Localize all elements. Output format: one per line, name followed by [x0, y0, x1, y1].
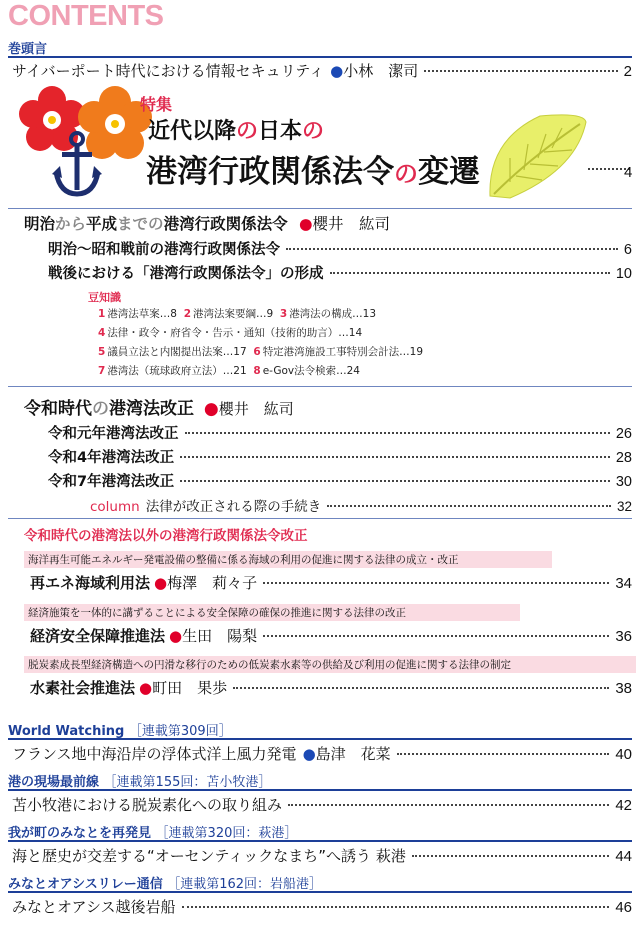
feature-title-part: の	[236, 118, 259, 144]
page-number: 28	[615, 450, 632, 466]
section-author: 櫻井 紘司	[312, 215, 391, 233]
bullet-icon: ●	[169, 627, 183, 645]
page-number: 26	[615, 426, 632, 442]
toc-entry[interactable]	[48, 422, 632, 443]
mame-text: 議員立法と内閣提出法案…17	[107, 346, 247, 358]
heading-part: から	[55, 215, 87, 233]
anchor-icon	[52, 130, 102, 200]
toc-entry-kantogen[interactable]	[12, 60, 632, 81]
mame-label: 豆知識	[88, 291, 121, 304]
toc-entry[interactable]	[30, 677, 632, 698]
mame-number: 6	[253, 346, 261, 358]
series-label	[8, 771, 271, 790]
divider	[8, 518, 632, 519]
page-number: 42	[615, 797, 632, 814]
leader-dots	[330, 272, 610, 274]
toc-entry[interactable]	[30, 572, 632, 593]
mame-item[interactable]	[98, 365, 247, 377]
leaf-icon	[480, 110, 590, 206]
entry-author: 小林 潔司	[343, 62, 419, 80]
entry-author: 梅澤 莉々子	[167, 574, 258, 592]
toc-entry[interactable]	[30, 625, 632, 646]
toc-entry-column[interactable]	[90, 495, 632, 515]
divider	[8, 789, 632, 791]
mame-number: 4	[98, 327, 106, 339]
feature-badge: 特集	[140, 95, 173, 114]
entry-title: 水素社会推進法	[30, 679, 136, 697]
entry-title: フランス地中海沿岸の浮体式洋上風力発電	[12, 745, 297, 763]
mame-item[interactable]	[98, 308, 177, 320]
series-label	[8, 720, 232, 739]
toc-entry[interactable]	[12, 794, 632, 815]
series-name: 我が町のみなとを再発見	[8, 826, 152, 841]
mame-text: 港湾法（琉球政府立法）…21	[107, 365, 247, 377]
bullet-icon: ●	[154, 574, 168, 592]
leader-dots	[180, 480, 610, 482]
mame-number: 8	[253, 365, 261, 377]
mame-row	[98, 344, 423, 359]
entry-title: 海と歴史が交差する“オーセンティックなまち”へ誘う 萩港	[12, 847, 406, 865]
entry-title: みなとオアシス越後岩船	[12, 898, 176, 916]
toc-entry[interactable]	[12, 743, 632, 764]
mame-number: 1	[98, 308, 106, 320]
series-sub: ［連載第162回：岩船港］	[167, 877, 323, 892]
feature-title-part: 変遷	[418, 154, 480, 190]
mame-row	[98, 306, 376, 321]
leader-dots	[286, 248, 618, 250]
mame-item[interactable]	[253, 346, 423, 358]
entry-title: 苫小牧港における脱炭素化への取り組み	[12, 796, 283, 814]
entry-title: 令和元年港湾法改正	[48, 426, 179, 442]
mame-item[interactable]	[280, 308, 376, 320]
page-number: 36	[615, 628, 632, 645]
series-label	[8, 873, 322, 892]
feature-title-line2	[146, 146, 480, 191]
page-number: 38	[615, 680, 632, 697]
section-author: 櫻井 紘司	[218, 400, 294, 418]
mame-text: 港湾法草案…8	[107, 308, 177, 320]
page-number: 32	[616, 499, 632, 514]
section-heading-reiwa[interactable]	[24, 394, 294, 419]
heading-part: 港湾法改正	[109, 399, 194, 419]
law-caption: 海洋再生可能エネルギー発電設備の整備に係る海域の利用の促進に関する法律の成立・改正	[24, 551, 552, 568]
law-caption: 脱炭素成長型経済構造への円滑な移行のための低炭素水素等の供給及び利用の促進に関する法律の制定	[24, 656, 636, 673]
toc-entry[interactable]	[12, 896, 632, 917]
feature-banner[interactable]	[0, 86, 640, 210]
leader-dots	[327, 505, 611, 507]
entry-author: 町田 果歩	[152, 679, 228, 697]
divider	[8, 56, 632, 58]
page-number: 4	[624, 164, 633, 181]
leader-dots	[424, 70, 617, 72]
feature-title-part: の	[302, 118, 325, 144]
section-heading-meiji[interactable]	[24, 212, 390, 234]
leader-dots	[180, 456, 610, 458]
series-label	[8, 822, 297, 841]
mame-text: 特定港湾施設工事特別会計法…19	[262, 346, 424, 358]
page-number: 30	[615, 474, 632, 490]
leader-dots	[233, 687, 609, 689]
divider	[8, 840, 632, 842]
heading-part: までの	[117, 215, 164, 233]
column-label: column	[90, 499, 140, 515]
mame-item[interactable]	[184, 308, 274, 320]
feature-title-part: 港湾行政関係法令	[146, 154, 394, 190]
mame-number: 5	[98, 346, 106, 358]
series-name: みなとオアシスリレー通信	[8, 877, 163, 892]
toc-entry[interactable]	[48, 470, 632, 491]
series-sub: ［連載第309回］	[128, 724, 232, 739]
toc-entry[interactable]	[12, 845, 632, 866]
leader-dots	[412, 855, 609, 857]
feature-title-line1	[148, 114, 324, 145]
series-name: World Watching	[8, 724, 125, 739]
feature-title-part: の	[394, 159, 418, 188]
feature-title-part: 日本	[258, 118, 303, 144]
divider	[8, 891, 632, 893]
mame-text: 法律・政令・府省令・告示・通知（技術的助言）…14	[107, 327, 363, 339]
heading-part: 平成	[86, 215, 118, 233]
page-number: 44	[615, 848, 632, 865]
entry-title: 経済安全保障推進法	[30, 627, 166, 645]
toc-entry[interactable]	[48, 262, 632, 283]
page-number: 34	[615, 575, 632, 592]
mame-number: 7	[98, 365, 106, 377]
page-number: 46	[615, 899, 632, 916]
entry-title: 令和4年港湾法改正	[48, 450, 175, 466]
mame-item[interactable]	[253, 365, 360, 377]
bullet-icon: ●	[298, 215, 313, 233]
leader-dots	[185, 432, 610, 434]
page-number: 2	[623, 63, 632, 80]
heading-part: 明治	[24, 215, 56, 233]
mame-row	[98, 325, 362, 340]
page-number: 6	[623, 242, 632, 258]
page-number: 10	[615, 266, 632, 282]
mame-row	[98, 363, 360, 378]
section-heading-reiwa-other: 令和時代の港湾法以外の港湾行政関係法令改正	[24, 528, 308, 544]
mame-item[interactable]	[98, 346, 247, 358]
mame-text: e-Gov法令検索…24	[262, 365, 360, 377]
bullet-icon: ●	[330, 62, 344, 80]
divider	[8, 738, 632, 740]
series-sub: ［連載第320回：萩港］	[155, 826, 298, 841]
toc-entry[interactable]	[48, 238, 632, 259]
leader-dots	[397, 753, 610, 755]
divider	[8, 208, 632, 209]
heading-part: 港湾行政関係法令	[163, 215, 288, 233]
series-name: 港の現場最前線	[8, 775, 100, 790]
mame-text: 港湾法の構成…13	[289, 308, 377, 320]
mame-text: 港湾法案要綱…9	[193, 308, 274, 320]
mame-number: 2	[183, 308, 191, 320]
heading-part: 令和時代	[24, 399, 92, 419]
feature-title-part: 近代以降	[148, 118, 237, 144]
leader-dots	[263, 582, 609, 584]
leader-dots	[288, 804, 609, 806]
entry-title: 戦後における「港湾行政関係法令」の形成	[48, 266, 324, 282]
entry-title: サイバーポート時代における情報セキュリティ	[12, 62, 325, 80]
bullet-icon: ●	[139, 679, 153, 697]
entry-author: 島津 花菜	[315, 745, 391, 763]
mame-item[interactable]	[98, 327, 362, 339]
entry-title: 法律が改正される際の手続き	[145, 499, 322, 515]
law-caption: 経済施策を一体的に講ずることによる安全保障の確保の推進に関する法律の改正	[24, 604, 520, 621]
divider	[8, 386, 632, 387]
page-title: CONTENTS	[8, 0, 164, 32]
heading-part: の	[92, 399, 109, 419]
leader-dots	[182, 906, 610, 908]
entry-title: 令和7年港湾法改正	[48, 474, 175, 490]
bullet-icon: ●	[203, 399, 219, 419]
bullet-icon: ●	[302, 745, 316, 763]
toc-entry[interactable]	[48, 446, 632, 467]
leader-dots	[263, 635, 609, 637]
page-number: 40	[615, 746, 632, 763]
series-sub: ［連載第155回：苫小牧港］	[103, 775, 272, 790]
section-label-kantogen: 巻頭言	[8, 42, 48, 57]
entry-author: 生田 陽梨	[182, 627, 258, 645]
entry-title: 明治～昭和戦前の港湾行政関係法令	[48, 242, 280, 258]
entry-title: 再エネ海域利用法	[30, 574, 151, 592]
mame-number: 3	[279, 308, 288, 320]
